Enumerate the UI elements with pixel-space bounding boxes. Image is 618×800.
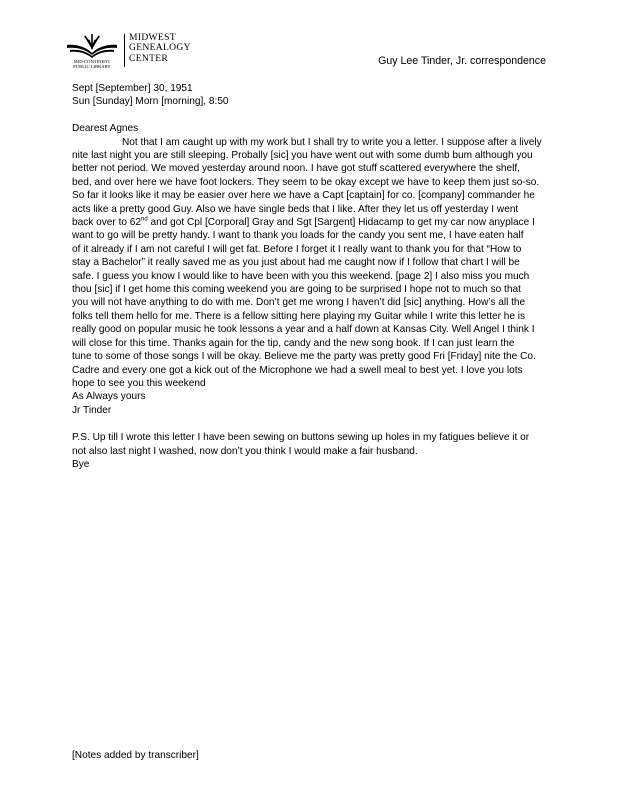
body-line: stay a Bachelor” it really saved me as you just about had me caught now if I follow that chart I will be	[72, 257, 520, 269]
logo-line-2: GENEALOGY	[129, 42, 191, 54]
body-line	[72, 216, 550, 229]
library-subtitle-line-1: MID-CONTINENT	[73, 59, 111, 64]
body-line: tune to some of those songs I will be okay. Believe me the party was pretty good Fri [Friday] nite the Co.	[72, 351, 536, 363]
closing: As Always yours	[72, 391, 146, 403]
signature: Jr Tinder	[72, 404, 112, 416]
postscript-line: not also last night I washed, now don’t you think I would make a fair husband.	[72, 445, 418, 457]
letter-date: Sept [September] 30, 1951	[72, 83, 193, 94]
body-line: Cadre and every one got a kick out of the Microphone we had a swell meal to best yet. I love you lots	[72, 364, 523, 376]
body-line: folks tell them hello for me. There is a fellow sitting here playing my Guitar while I write this letter he is	[72, 310, 526, 322]
logo-wordmark	[129, 33, 191, 64]
body-line: bed, and over here we have foot lockers. They seem to be okay except we have to keep them just so-so.	[72, 176, 540, 188]
logo-line-3: CENTER	[129, 52, 169, 64]
body-line: will close for this time. Thanks again for the tip, candy and the new song book. If I can just learn the	[72, 337, 515, 349]
body-line: want to go will be pretty handy. I want to thank you loads for the candy you sent me, I have eaten half	[72, 230, 524, 242]
body-line: So far it looks like it may be easier over here we have a Capt [captain] for co. [company] commander he	[72, 190, 535, 202]
body-line-part: back over to 62	[72, 217, 142, 229]
body-line: of it already if I am not careful I will get fat. Before I forget it I really want to thank you for that “How to	[72, 243, 522, 255]
salutation: Dearest Agnes	[72, 123, 139, 135]
logo-line-1: MIDWEST	[129, 32, 176, 43]
body-line: better not period. We moved yesterday around noon. I have got stuff scattered everywhere the shelf,	[72, 163, 520, 175]
body-line-part: and got Cpl [Corporal] Gray and Sgt [Sargent] Hidacamp to get my car now anyplace I	[147, 217, 535, 229]
logo-divider	[124, 34, 125, 67]
letter-body	[72, 82, 550, 471]
body-line: safe. I guess you know I would like to have been with you this weekend. [page 2] I also miss you much	[72, 270, 530, 282]
postscript-line: P.S. Up till I wrote this letter I have been sewing on buttons sewing up holes in my fatigues believe it or	[72, 432, 530, 444]
transcriber-note: [Notes added by transcriber]	[72, 750, 199, 761]
postscript-bye: Bye	[72, 458, 90, 470]
body-line: nite last night you are still sleeping. Probally [sic] you have went out with some dumb bum although you	[72, 150, 533, 162]
spacer	[72, 417, 550, 431]
letter-time: Sun [Sunday] Morn [morning], 8:50	[72, 96, 229, 108]
body-line: really good on popular music he took lessons a year and a half down at Kansas City. Well Angel I think I	[72, 324, 535, 336]
library-logo	[64, 31, 214, 69]
ordinal-superscript: nd	[141, 216, 148, 223]
library-subtitle	[64, 59, 120, 69]
body-line: Not that I am caught up with my work but I shall try to write you a letter. I suppose after a lively	[122, 136, 542, 148]
body-line: thou [sic] if I get home this coming weekend you are going to be surprised I hope not to much so that	[72, 284, 521, 296]
spacer	[72, 109, 550, 122]
body-line: you will not have anything to do with me. Don’t get me wrong I haven’t did [sic] anything. How’s all the	[72, 297, 526, 309]
library-subtitle-line-2: PUBLIC LIBRARY	[73, 64, 111, 69]
body-line: acts like a pretty good Guy. Also we have single beds that I like. After they let us off yesterday I went	[72, 203, 519, 215]
body-line: hope to see you this weekend	[72, 377, 206, 389]
collection-title: Guy Lee Tinder, Jr. correspondence	[378, 55, 546, 67]
